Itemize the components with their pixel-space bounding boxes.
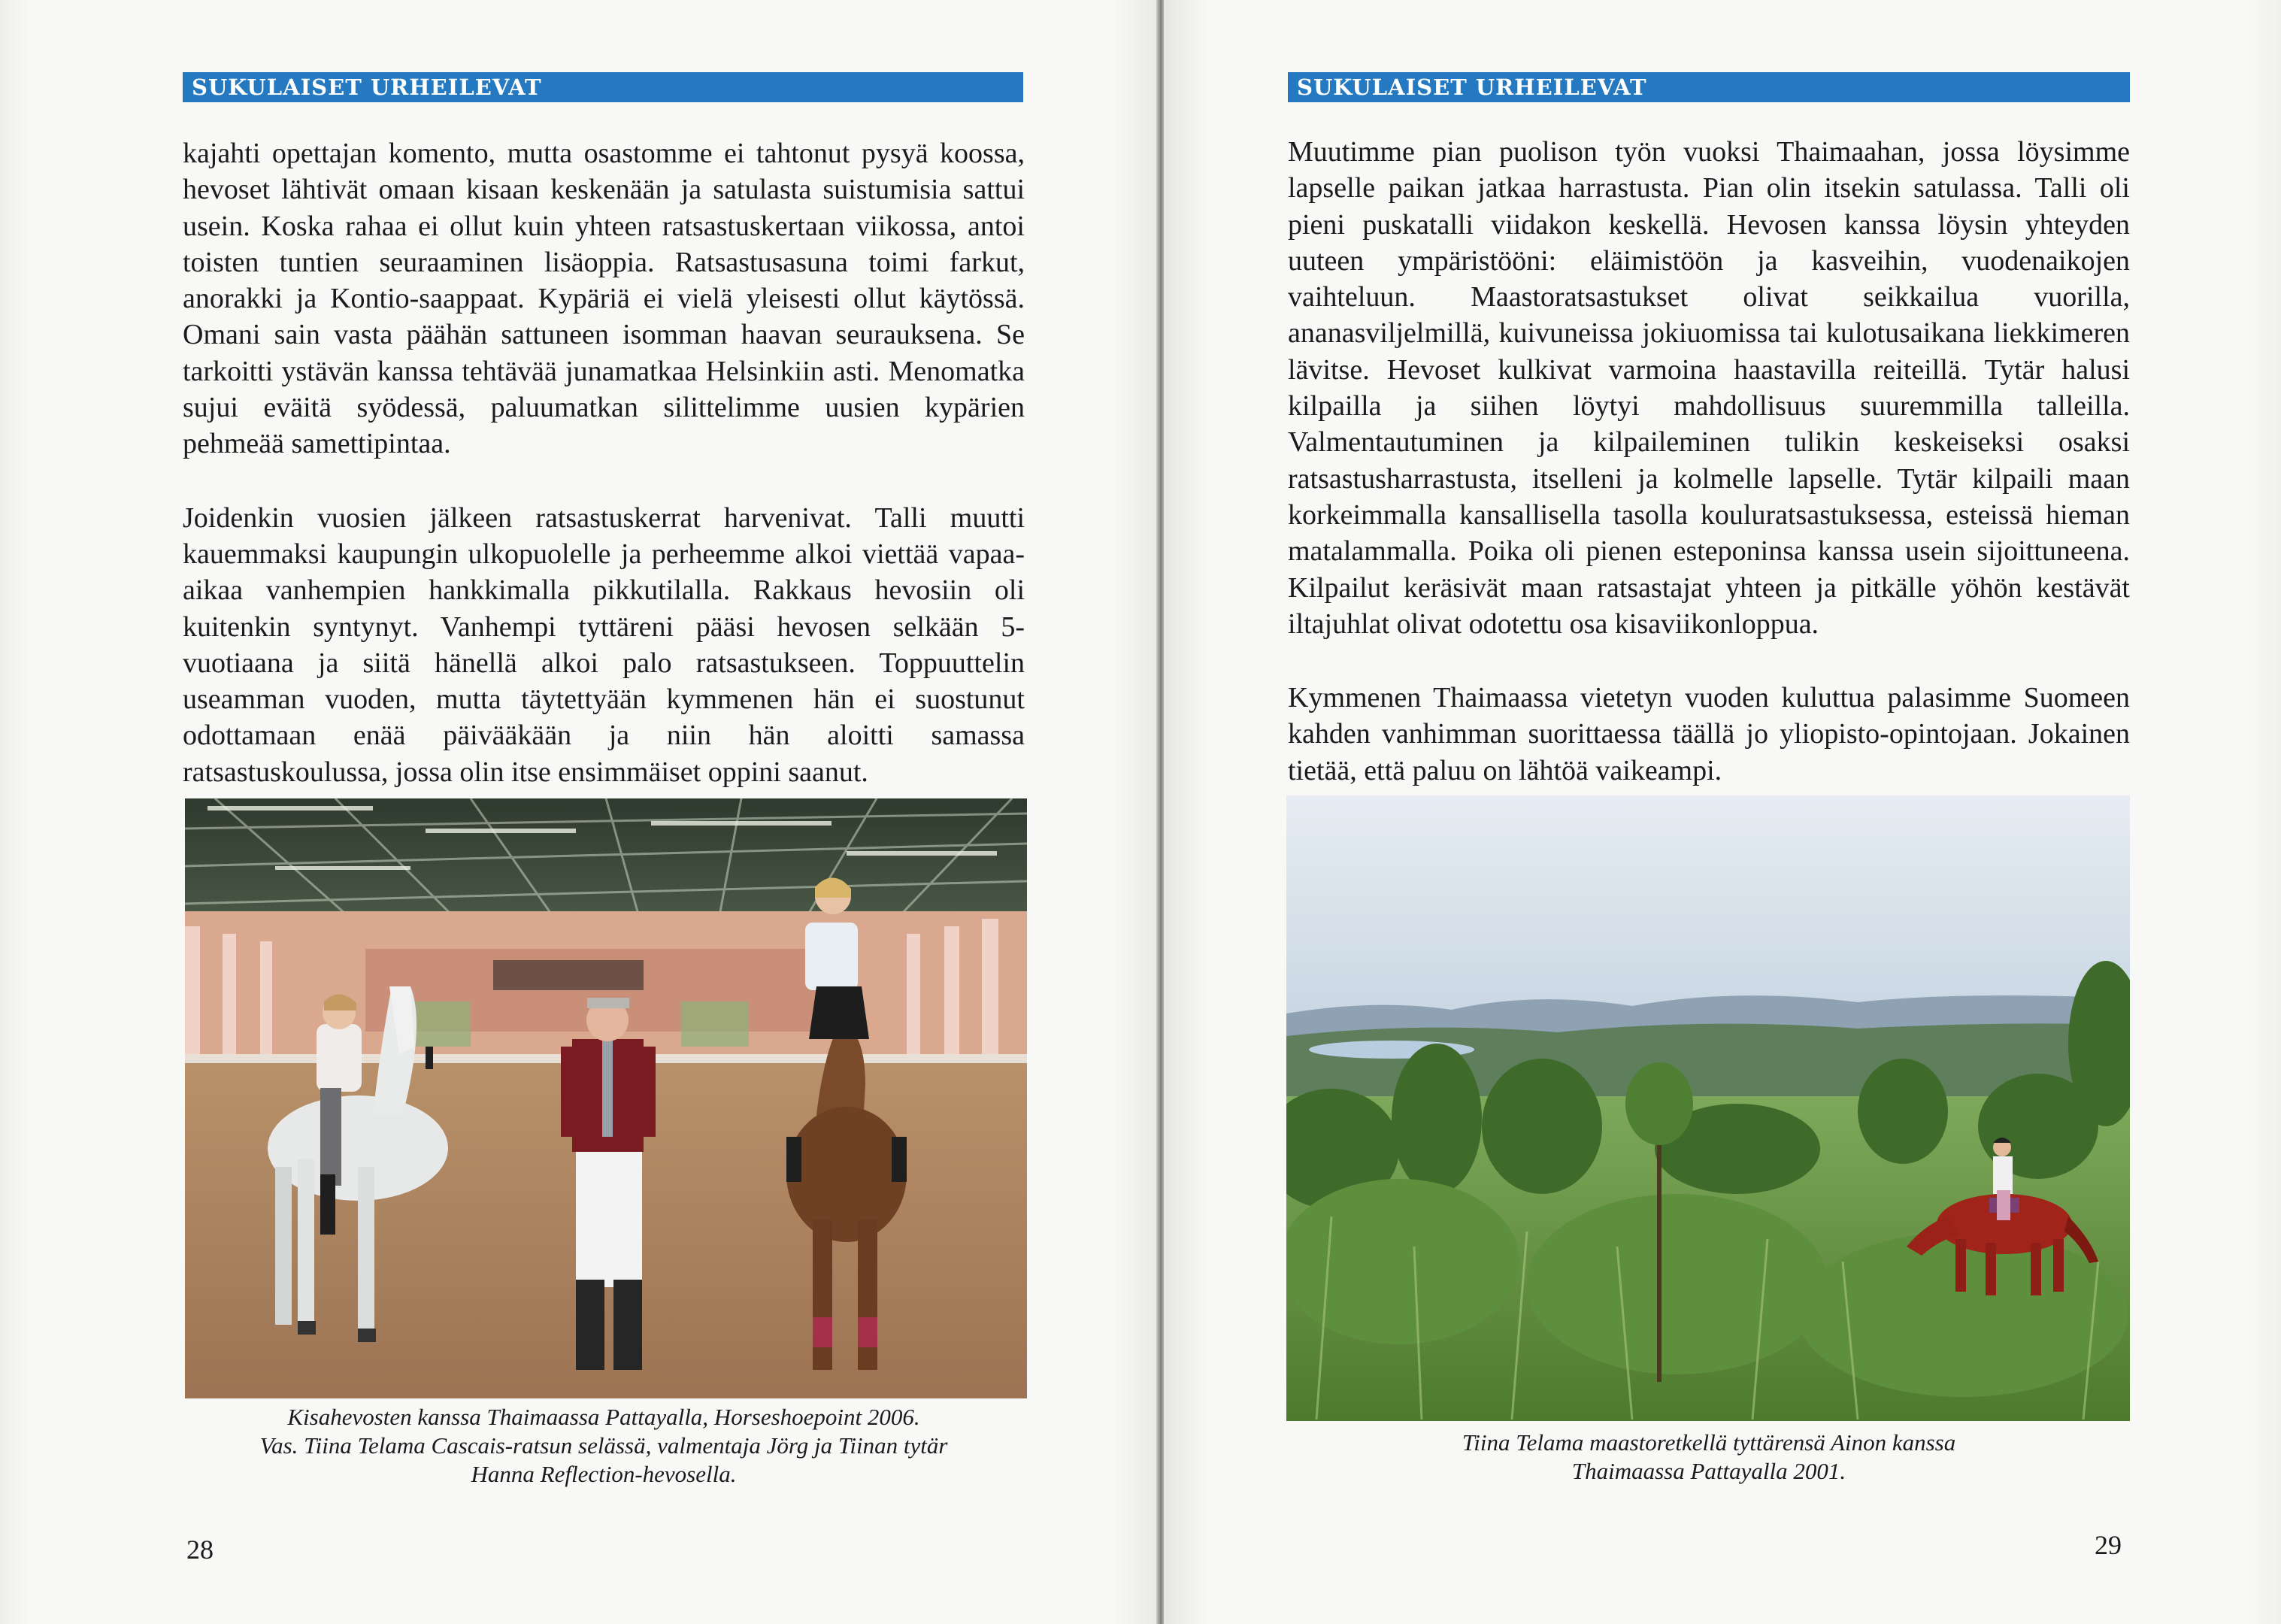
right-caption-line-2: Thaimaassa Pattayalla 2001. bbox=[1571, 1458, 1846, 1484]
left-page-number: 28 bbox=[186, 1535, 214, 1565]
right-paragraph-1: Muutimme pian puolison työn vuoksi Thaimaahan, jossa löysimme lapselle paikan jatkaa harrastusta. Pian olin itsekin satulassa. Talli oli pieni puskatalli viidakon keskellä. Hevosen kanssa löysin yhteyden uuteen ympäristööni: eläimistöön ja kasveihin, vuodenaikojen vaihteluun. Maastoratsastukset olivat seikkailua vuorilla, ananasviljelmillä, kuivuneissa jokiuomissa tai kulotusaikana liekkimeren lävitse. Hevoset kulkivat varmoina haastavilla reiteillä. Tytär halusi kilpailla ja siihen löytyi mahdollisuus suuremmilla talleilla. Valmentautuminen ja kilpaileminen tulikin keskeiseksi osaksi ratsastusharrastusta, itselleni ja kolmelle lapselle. Tytär kilpaili maan korkeimmalla kansallisella tasolla kouluratsastuksessa, esteissä hieman matalammalla. Poika oli pienen esteponinsa kanssa usein sijoittuneena. Kilpailut keräsivät maan ratsastajat yhteen ja pitkälle yöhön kestävät iltajuhlat olivat odotettu osa kisaviikonloppua. bbox=[1288, 136, 2130, 640]
left-caption-line-1: Kisahevosten kanssa Thaimaassa Pattayalla, Horseshoepoint 2006. bbox=[287, 1404, 920, 1430]
right-caption-line-1: Tiina Telama maastoretkellä tyttärensä Ainon kanssa bbox=[1462, 1429, 1956, 1456]
left-photo-riding-hall bbox=[185, 798, 1027, 1398]
left-caption-line-3: Hanna Reflection-hevosella. bbox=[471, 1461, 737, 1487]
left-paragraph-2: Joidenkin vuosien jälkeen ratsastuskerrat harvenivat. Talli muutti kauemmaksi kaupungin ulkopuolelle ja perheemme alkoi viettää vapaa-aikaa vanhempien hankkimalla pikkutilalla. Rakkaus hevosiin oli kuitenkin syntynyt. Vanhempi tyttäreni pääsi hevosen selkään 5-vuotiaana ja siitä hänellä alkoi palo ratsastukseen. Toppuuttelin useamman vuoden, mutta täytettyään kymmenen hän ei suostunut odottamaan enää päivääkään ja niin hän aloitti samassa ratsastuskoulussa, jossa olin itse ensimmäiset oppini saanut. bbox=[183, 501, 1025, 788]
right-page-number: 29 bbox=[2095, 1530, 2122, 1560]
left-body-text bbox=[183, 135, 1025, 790]
left-paragraph-1: kajahti opettajan komento, mutta osastomme ei tahtonut pysyä koossa, hevoset lähtivät omaan kisaan keskenään ja satulasta suistumisia sattui usein. Koska rahaa ei ollut kuin yhteen ratsastuskertaan viikossa, antoi toisten tuntien seuraaminen lisäoppia. Ratsastusasuna toimi farkut, anorakki ja Kontio-saappaat. Kypäriä ei vielä yleisesti ollut käytössä. Omani sain vasta päähän sattuneen isomman haavan seurauksena. Se tarkoitti ystävän kanssa tehtävää junamatkaa Helsinkiin asti. Menomatka sujui eväitä syödessä, paluumatkan silittelimme uusien kypärien pehmeää samettipintaa. bbox=[183, 138, 1025, 460]
right-header-bar: SUKULAISET URHEILEVAT bbox=[1288, 72, 2130, 102]
left-caption-line-2: Vas. Tiina Telama Cascais-ratsun selässä, valmentaja Jörg ja Tiinan tytär bbox=[259, 1432, 948, 1459]
right-photo-caption bbox=[1288, 1429, 2130, 1486]
right-body-text bbox=[1288, 134, 2130, 789]
left-header-bar: SUKULAISET URHEILEVAT bbox=[183, 72, 1023, 102]
right-paragraph-2: Kymmenen Thaimaassa vietetyn vuoden kuluttua palasimme Suomeen kahden vanhimman suorittaessa täällä jo yliopisto-opintojaan. Jokainen tietää, että paluu on lähtöä vaikeampi. bbox=[1288, 682, 2130, 786]
right-page bbox=[1164, 0, 2281, 1624]
right-photo-landscape-horse bbox=[1286, 795, 2130, 1421]
left-photo-caption bbox=[183, 1403, 1025, 1489]
